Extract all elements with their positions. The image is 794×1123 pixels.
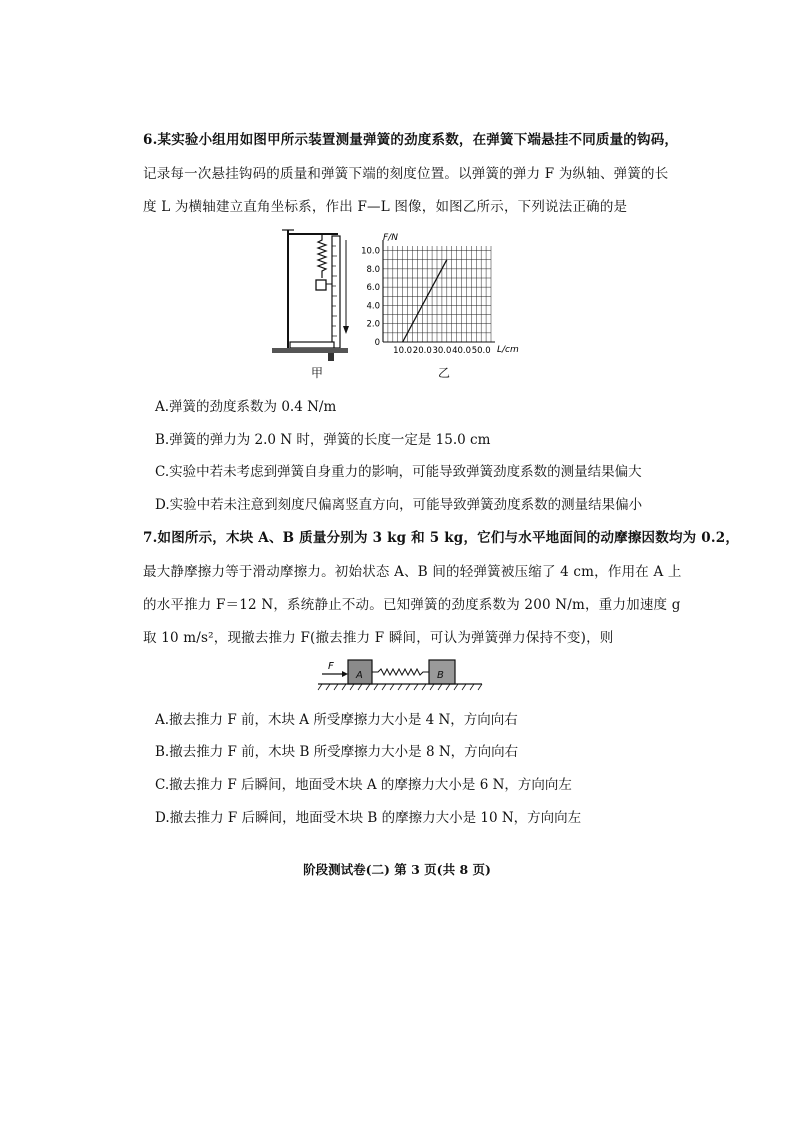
block-a-label: A — [356, 670, 363, 681]
spring — [318, 234, 326, 278]
page-footer: 阶段测试卷(二) 第 3 页(共 8 页) — [303, 862, 491, 877]
q6-option-a[interactable]: A.弹簧的劲度系数为 0.4 N/m — [155, 399, 337, 415]
x-tick-label: 40.0 — [452, 346, 472, 356]
q6-stem-line-3: 度 L 为横轴建立直角坐标系，作出 F—L 图像，如图乙所示，下列说法正确的是 — [143, 199, 628, 215]
hook-weight — [316, 280, 326, 290]
q7-stem-line-3: 的水平推力 F＝12 N，系统静止不动。已知弹簧的劲度系数为 200 N/m，重力加速度 g — [143, 597, 681, 613]
q7-option-b[interactable]: B.撤去推力 F 前，木块 B 所受摩擦力大小是 8 N，方向向右 — [155, 744, 519, 760]
q6-stem-line-1: 6.某实验小组用如图甲所示装置测量弹簧的劲度系数，在弹簧下端悬挂不同质量的钩码， — [143, 132, 679, 148]
q7-stem-line-4: 取 10 m/s²，现撤去推力 F(撤去推力 F 瞬间，可认为弹簧弹力保持不变)，则 — [143, 630, 614, 646]
spring-between-blocks — [372, 669, 429, 675]
ruler — [332, 236, 340, 348]
ground — [272, 348, 348, 353]
y-tick-label: 8.0 — [366, 264, 380, 275]
y-tick-label: 4.0 — [366, 301, 380, 312]
figure-caption-jia: 甲 — [311, 366, 324, 380]
q7-option-c[interactable]: C.撤去推力 F 后瞬间，地面受木块 A 的摩擦力大小是 6 N，方向向左 — [155, 777, 572, 793]
series-line-f-l — [403, 260, 447, 342]
y-tick-label: 2.0 — [366, 319, 380, 330]
y-tick-label: 0 — [374, 338, 380, 348]
q7-option-a[interactable]: A.撤去推力 F 前，木块 A 所受摩擦力大小是 4 N，方向向右 — [155, 712, 518, 728]
block-b-label: B — [437, 670, 444, 681]
f-l-chart — [355, 226, 535, 362]
x-tick-label: 50.0 — [471, 346, 491, 356]
base-plate — [290, 342, 334, 348]
q6-option-c[interactable]: C.实验中若未考虑到弹簧自身重力的影响，可能导致弹簧劲度系数的测量结果偏大 — [155, 464, 642, 480]
q6-option-b[interactable]: B.弹簧的弹力为 2.0 N 时，弹簧的长度一定是 15.0 cm — [155, 432, 491, 448]
q7-option-d[interactable]: D.撤去推力 F 后瞬间，地面受木块 B 的摩擦力大小是 10 N，方向向左 — [155, 810, 582, 826]
force-label: F — [328, 661, 334, 672]
figure-caption-yi: 乙 — [438, 366, 451, 380]
q7-stem-line-2: 最大静摩擦力等于滑动摩擦力。初始状态 A、B 间的轻弹簧被压缩了 4 cm，作用在 A 上 — [143, 564, 682, 580]
q7-stem-line-1: 7.如图所示，木块 A、B 质量分别为 3 kg 和 5 kg，它们与水平地面间的动摩擦因数均为 0.2， — [143, 530, 740, 546]
y-tick-label: 6.0 — [366, 283, 380, 294]
blocks-spring-figure — [316, 654, 486, 692]
x-tick-label: 30.0 — [432, 346, 452, 356]
spring-apparatus-figure — [268, 226, 358, 362]
x-axis-label: L/cm — [497, 345, 519, 355]
q6-option-d[interactable]: D.实验中若未注意到刻度尺偏离竖直方向，可能导致弹簧劲度系数的测量结果偏小 — [155, 497, 643, 513]
x-tick-label: 20.0 — [412, 346, 432, 356]
q6-stem-line-2: 记录每一次悬挂钩码的质量和弹簧下端的刻度位置。以弹簧的弹力 F 为纵轴、弹簧的长 — [143, 166, 669, 182]
y-tick-label: 10.0 — [361, 246, 380, 257]
x-tick-label: 10.0 — [393, 346, 413, 356]
y-axis-label: F/N — [383, 233, 398, 243]
